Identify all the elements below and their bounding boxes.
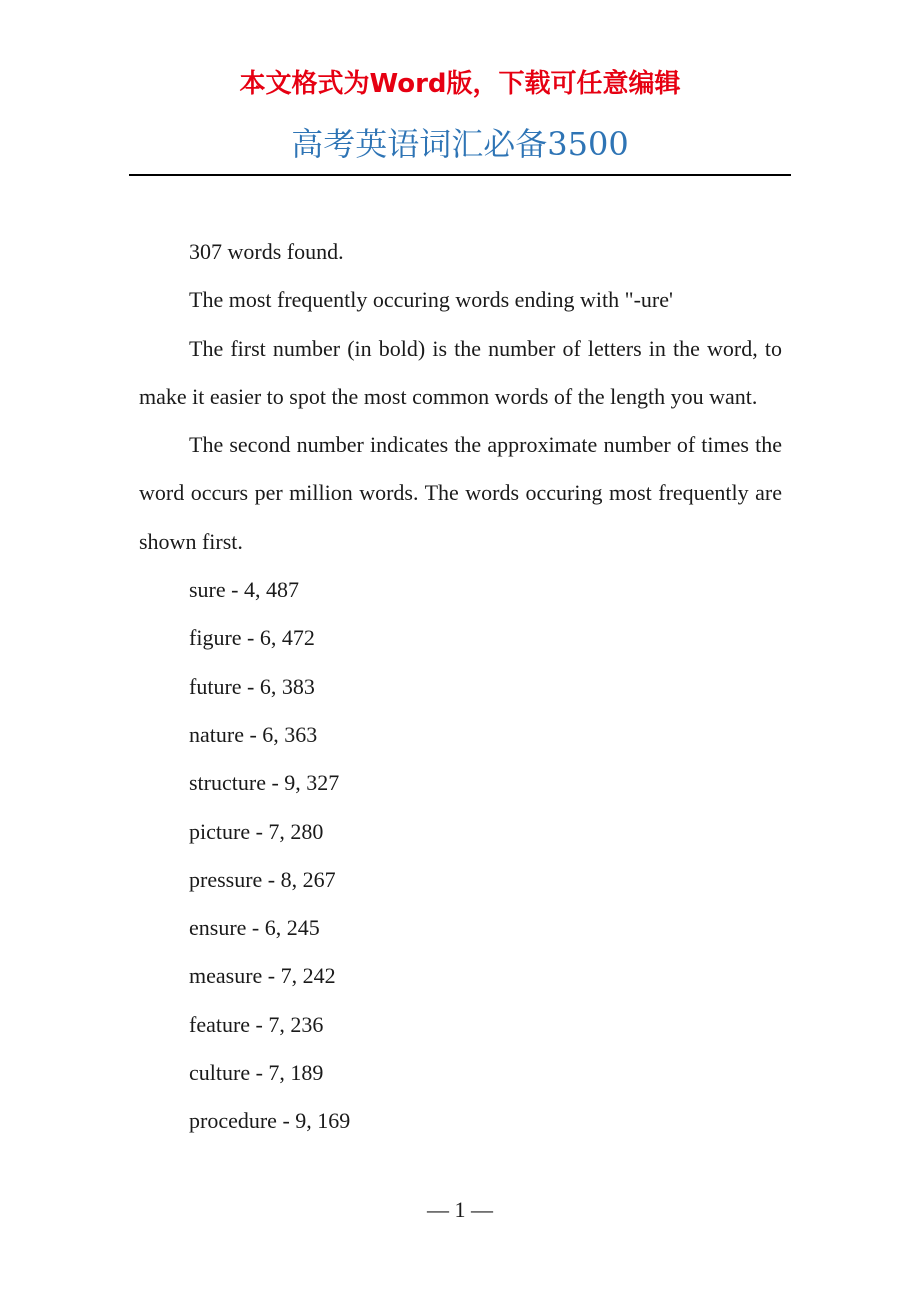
- title-divider: [129, 174, 791, 176]
- word-entry: nature - 6, 363: [189, 721, 318, 747]
- word-count-line: 307 words found.: [189, 239, 344, 264]
- page-number: — 1 —: [427, 1197, 493, 1222]
- intro-paragraph-2: The second number indicates the approximate number of times the word occurs per million words. The words occuring most frequently are shown first.: [139, 432, 782, 554]
- word-entry: pressure - 8, 267: [189, 866, 336, 892]
- intro-paragraph-1: The first number (in bold) is the number of letters in the word, to make it easier to spot the most common words of the length you want.: [139, 335, 782, 409]
- word-entry: culture - 7, 189: [189, 1060, 324, 1086]
- word-entry: structure - 9, 327: [189, 770, 340, 796]
- word-entry: ensure - 6, 245: [189, 915, 320, 941]
- word-entry: picture - 7, 280: [189, 818, 324, 844]
- word-entry: future - 6, 383: [189, 673, 315, 699]
- document-body: [139, 228, 782, 1146]
- word-entry: figure - 6, 472: [189, 625, 315, 651]
- edit-notice-banner: 本文格式为Word版，下载可任意编辑: [239, 69, 681, 99]
- word-entry: measure - 7, 242: [189, 963, 336, 989]
- word-entry: procedure - 9, 169: [189, 1108, 351, 1134]
- word-entry: sure - 4, 487: [189, 577, 299, 603]
- word-entry: feature - 7, 236: [189, 1011, 324, 1037]
- list-subtitle: The most frequently occuring words ending with "-ure': [189, 287, 673, 313]
- word-list: [139, 566, 782, 1146]
- document-title: 高考英语词汇必备3500: [291, 125, 629, 163]
